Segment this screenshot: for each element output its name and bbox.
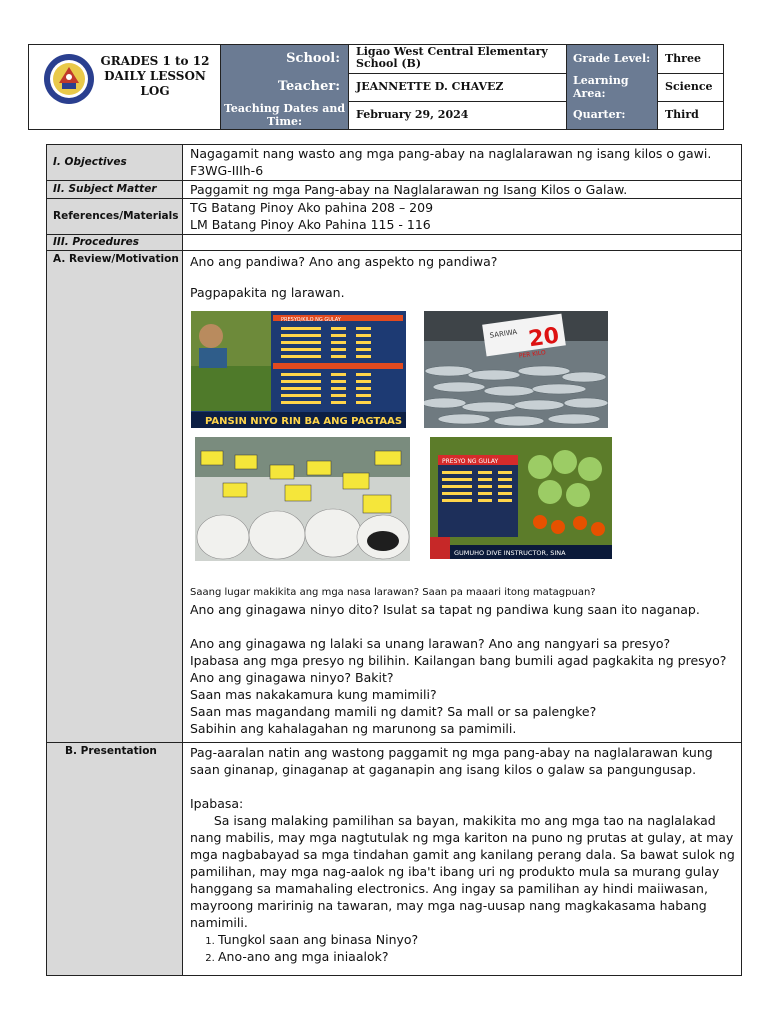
svg-text:PER KILO: PER KILO bbox=[518, 349, 547, 360]
photo-fish-stall bbox=[424, 311, 608, 428]
title-line-1: GRADES 1 to 12 bbox=[100, 54, 210, 68]
objectives-label: I. Objectives bbox=[47, 145, 183, 180]
passage-line-3: mga nagbabayad sa mga tindahan gamit ang kanilang perang dala. Sa bawat sulok ng bbox=[190, 847, 735, 862]
references-content bbox=[184, 199, 741, 233]
svg-text:PRESYO/KILO NG GULAY: PRESYO/KILO NG GULAY bbox=[281, 317, 341, 323]
passage-line-5: hanggang sa mamahaling electronics. Ang ingay sa pamilihan ay hindi maiiwasan, bbox=[190, 881, 708, 896]
market-photo-4 bbox=[430, 437, 612, 559]
passage-line-6: mayroong maririnig na tawaran, may mga nag-uusap nang magkakasama habang bbox=[190, 898, 707, 913]
svg-text:PANSIN NIYO RIN BA ANG PAGTAAS: PANSIN NIYO RIN BA ANG PAGTAAS bbox=[205, 416, 403, 427]
review-small-question: Saang lugar makikita ang mga nasa larawan? Saan pa maaari itong matagpuan? bbox=[190, 587, 596, 598]
deped-seal-icon bbox=[43, 53, 95, 105]
lesson-log-header bbox=[28, 44, 724, 130]
presentation-ipabasa: Ipabasa: bbox=[190, 796, 244, 811]
quarter-label: Quarter: bbox=[567, 101, 658, 129]
market-photo-2 bbox=[424, 311, 608, 428]
objectives-content bbox=[184, 145, 741, 179]
presentation-intro-1: Pag-aaralan natin ang wastong paggamit ng mga pang-abay na naglalarawan kung bbox=[190, 745, 713, 760]
presentation-label: B. Presentation bbox=[47, 743, 183, 975]
lesson-table bbox=[46, 144, 742, 976]
svg-text:PRESYO NG GULAY: PRESYO NG GULAY bbox=[442, 458, 499, 465]
presentation-question-2: 2. Ano-ano ang mga iniaalok? bbox=[218, 948, 741, 965]
teacher-value: JEANNETTE D. CHAVEZ bbox=[350, 73, 567, 101]
review-q1: Ano ang pandiwa? Ano ang aspekto ng pandiwa? bbox=[190, 254, 498, 269]
school-value: Ligao West Central Elementary School (B) bbox=[350, 45, 567, 73]
review-line-2 bbox=[190, 618, 741, 635]
objectives-line-2: F3WG-IIIh-6 bbox=[190, 163, 264, 178]
review-line-8: Sabihin ang kahalagahan ng marunong sa pamimili. bbox=[190, 721, 517, 736]
svg-text:20: 20 bbox=[526, 323, 561, 353]
header-logo-cell bbox=[29, 45, 221, 129]
review-line-1: Ano ang ginagawa ninyo dito? Isulat sa tapat ng pandiwa kung saan ito naganap. bbox=[190, 602, 700, 617]
header-title bbox=[95, 54, 215, 99]
subject-label: II. Subject Matter bbox=[47, 181, 183, 198]
grade-label: Grade Level: bbox=[567, 45, 658, 73]
svg-text:GUMUHO DIVE INSTRUCTO: GUMUHO DIVE INSTRUCTOR, SINA bbox=[454, 549, 566, 557]
subject-content bbox=[184, 181, 741, 198]
review-line-7: Saan mas magandang mamili ng damit? Sa mall or sa palengke? bbox=[190, 704, 597, 719]
subject-text: Paggamit ng mga Pang-abay na Naglalarawan ng Isang Kilos o Galaw. bbox=[190, 182, 628, 197]
grade-value: Three bbox=[665, 52, 701, 65]
procedures-label: III. Procedures bbox=[47, 235, 183, 250]
area-label: Learning Area: bbox=[567, 73, 658, 101]
teacher-label: Teacher: bbox=[221, 73, 349, 101]
svg-text:SARIWA: SARIWA bbox=[489, 327, 518, 340]
dates-label: Teaching Dates and Time: bbox=[221, 101, 349, 129]
presentation-questions bbox=[190, 931, 741, 965]
review-content bbox=[184, 253, 741, 301]
area-value: Science bbox=[665, 80, 713, 93]
passage-line-1: Sa isang malaking pamilihan sa bayan, makikita mo ang mga tao na naglalakad bbox=[190, 813, 716, 828]
presentation-content bbox=[184, 744, 741, 965]
references-line-1: TG Batang Pinoy Ako pahina 208 – 209 bbox=[190, 200, 434, 215]
presentation-question-1: 1. Tungkol saan ang binasa Ninyo? bbox=[218, 931, 741, 948]
presentation-intro-2: saan ginanap, ginaganap at gaganapin ang isang kilos o galaw sa pangungusap. bbox=[190, 762, 697, 777]
photo-vegetable-price-board bbox=[191, 311, 406, 428]
dates-value: February 29, 2024 bbox=[350, 101, 567, 129]
passage-line-2: nang mabilis, may mga nagtutulak ng mga kariton na puno ng prutas at gulay, at may bbox=[190, 830, 734, 845]
passage-line-7: namimili. bbox=[190, 915, 248, 930]
objectives-line-1: Nagagamit nang wasto ang mga pang-abay na naglalarawan ng isang kilos o gawi. bbox=[190, 146, 712, 161]
review-q2: Pagpapakita ng larawan. bbox=[190, 285, 345, 300]
references-line-2: LM Batang Pinoy Ako Pahina 115 - 116 bbox=[190, 217, 431, 232]
school-label: School: bbox=[221, 45, 349, 73]
photo-vegetable-stall-news bbox=[430, 437, 612, 559]
passage-line-4: pamilihan, may mga nag-aalok ng iba't ibang uri ng produkto mula sa murang gulay bbox=[190, 864, 720, 879]
review-line-6: Saan mas nakakamura kung mamimili? bbox=[190, 687, 437, 702]
quarter-value: Third bbox=[665, 108, 699, 121]
review-line-5: Ano ang ginagawa ninyo? Bakit? bbox=[190, 670, 394, 685]
references-label: References/Materials bbox=[47, 199, 183, 234]
photo-rice-sacks bbox=[195, 437, 410, 561]
title-line-2: DAILY LESSON LOG bbox=[104, 69, 206, 98]
header-row-school bbox=[221, 45, 723, 74]
market-photo-1 bbox=[191, 311, 406, 428]
review-label: A. Review/Motivation bbox=[47, 251, 183, 742]
review-line-3: Ano ang ginagawa ng lalaki sa unang larawan? Ano ang nangyari sa presyo? bbox=[190, 636, 671, 651]
header-row-teacher bbox=[221, 73, 723, 102]
market-photo-3 bbox=[195, 437, 410, 561]
review-line-4: Ipabasa ang mga presyo ng bilihin. Kailangan bang bumili agad pagkakita ng presyo? bbox=[190, 653, 727, 668]
header-row-dates bbox=[221, 101, 723, 129]
review-questions bbox=[184, 585, 741, 737]
